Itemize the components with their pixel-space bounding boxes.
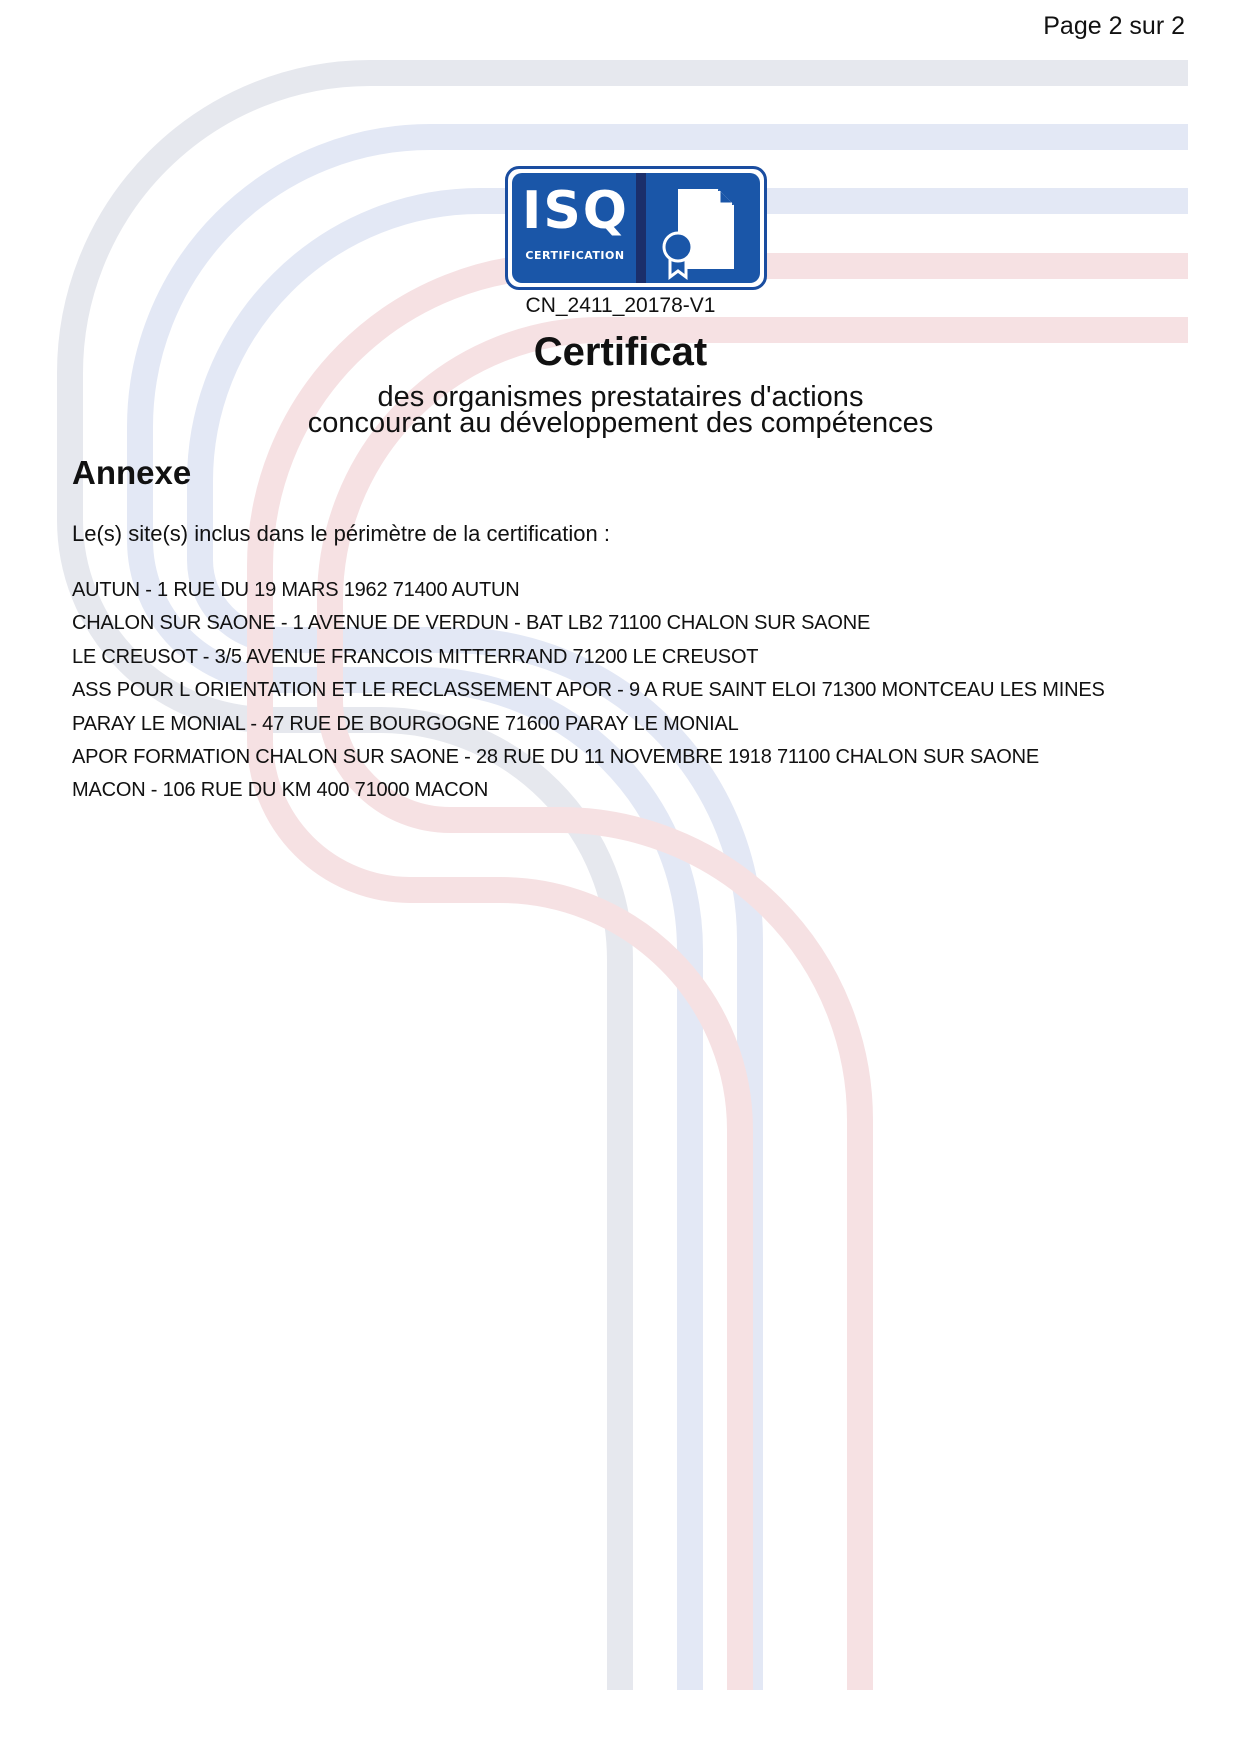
site-item: LE CREUSOT - 3/5 AVENUE FRANCOIS MITTERRAND 71200 LE CREUSOT xyxy=(72,645,759,668)
site-item: CHALON SUR SAONE - 1 AVENUE DE VERDUN - BAT LB2 71100 CHALON SUR SAONE xyxy=(72,612,871,635)
site-item: ASS POUR L ORIENTATION ET LE RECLASSEMENT APOR - 9 A RUE SAINT ELOI 71300 MONTCEAU LES MINES xyxy=(72,679,1105,702)
subtitle-line-2: concourant au développement des compétences xyxy=(307,407,934,439)
certificate-subtitle xyxy=(0,381,1241,439)
logo-isq-text: ISQ xyxy=(522,181,630,241)
site-item: PARAY LE MONIAL - 47 RUE DE BOURGOGNE 71600 PARAY LE MONIAL xyxy=(72,712,739,735)
site-item: MACON - 106 RUE DU KM 400 71000 MACON xyxy=(72,779,489,802)
annexe-intro: Le(s) site(s) inclus dans le périmètre de la certification : xyxy=(72,521,610,546)
annexe-heading: Annexe xyxy=(72,454,192,491)
certificate-title: Certificat xyxy=(533,330,708,374)
page-number: Page 2 sur 2 xyxy=(1043,12,1185,40)
logo-certification-text: CERTIFICATION xyxy=(525,249,625,262)
certificate-document-icon xyxy=(648,177,758,281)
site-item: APOR FORMATION CHALON SUR SAONE - 28 RUE DU 11 NOVEMBRE 1918 71100 CHALON SUR SAONE xyxy=(72,746,1039,769)
sites-list xyxy=(72,574,1105,808)
logo-frame xyxy=(505,166,767,290)
site-item: AUTUN - 1 RUE DU 19 MARS 1962 71400 AUTUN xyxy=(72,579,520,601)
subtitle-line-1: des organismes prestataires d'actions xyxy=(377,381,864,413)
stripe-red-outer xyxy=(260,266,1188,1690)
certificate-code: CN_2411_20178-V1 xyxy=(525,294,716,317)
logo-divider xyxy=(636,173,646,283)
isq-certification-logo xyxy=(505,166,765,288)
